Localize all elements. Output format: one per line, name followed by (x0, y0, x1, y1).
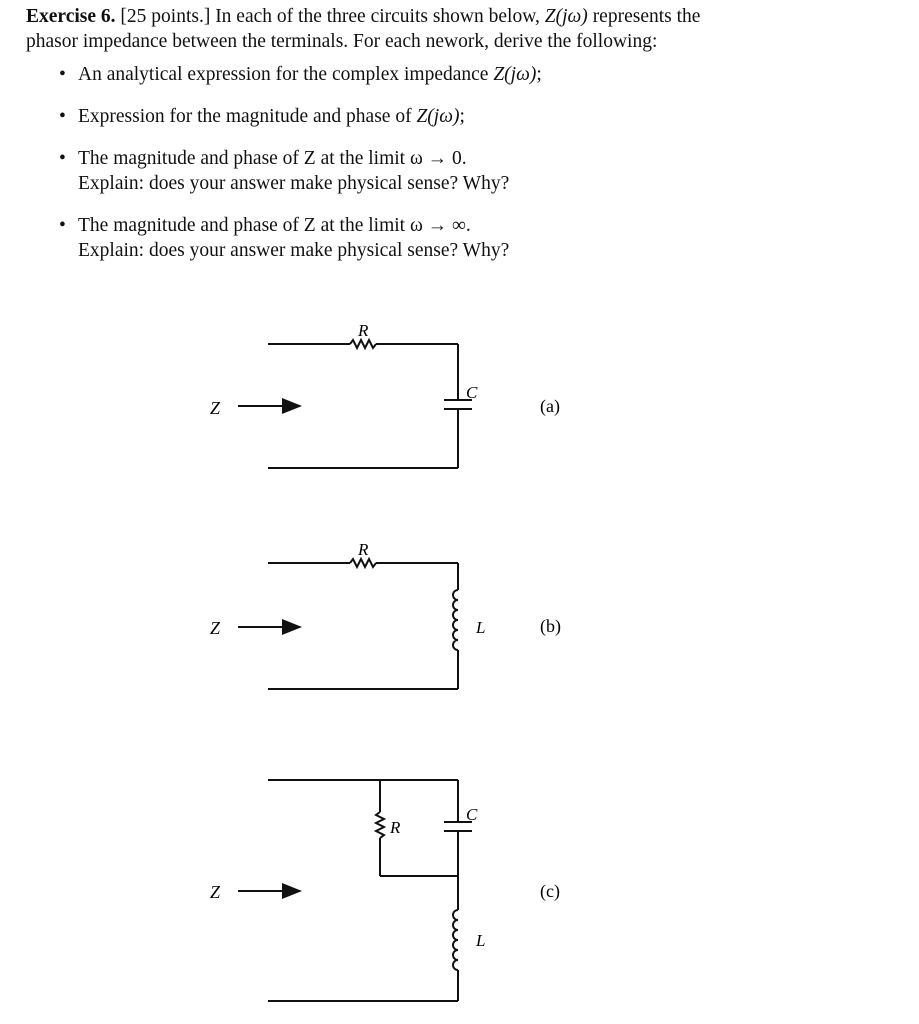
r-label-c: R (390, 818, 401, 837)
resistor-symbol (376, 812, 384, 838)
inductor-coil (453, 910, 458, 970)
z-label-a: Z (210, 398, 221, 418)
z-label-b: Z (210, 618, 221, 638)
circuit-a (238, 340, 472, 468)
c-label-c: C (466, 805, 478, 824)
l-label-c: L (476, 931, 486, 950)
r-label-b: R (358, 540, 369, 559)
tag-a: (a) (540, 396, 560, 416)
list-item: • An analytical expression for the complex impedance Z(jω); (59, 64, 542, 85)
tag-c: (c) (540, 881, 560, 901)
bullet-icon: • (59, 148, 66, 169)
exercise-points: [25 points.] In each of the three circuits shown below, (120, 6, 540, 27)
bullet-icon: • (59, 215, 66, 236)
impedance-expression: Z(jω) (544, 6, 588, 27)
tag-b: (b) (540, 616, 561, 636)
resistor-symbol (350, 559, 376, 567)
list-item: • The magnitude and phase of Z at the limit ω → 0. Explain: does your answer make physical sense? Why? (59, 148, 510, 194)
exercise-represents: represents the (592, 6, 701, 27)
exercise-line2: phasor impedance between the terminals. For each nework, derive the following: (26, 31, 658, 52)
exercise-title: Exercise 6. (26, 6, 116, 27)
bullet-icon: • (59, 106, 66, 127)
circuit-b (238, 559, 458, 689)
c-label-a: C (466, 383, 478, 402)
list-item: • Expression for the magnitude and phase of Z(jω); (59, 106, 465, 127)
l-label-b: L (476, 618, 486, 637)
inductor-coil (453, 590, 458, 650)
resistor-symbol (350, 340, 376, 348)
circuit-c (238, 780, 472, 1001)
z-label-c: Z (210, 882, 221, 902)
list-item: • The magnitude and phase of Z at the limit ω → ∞. Explain: does your answer make physical sense? Why? (59, 215, 510, 261)
bullet-icon: • (59, 64, 66, 85)
r-label-a: R (358, 321, 369, 340)
